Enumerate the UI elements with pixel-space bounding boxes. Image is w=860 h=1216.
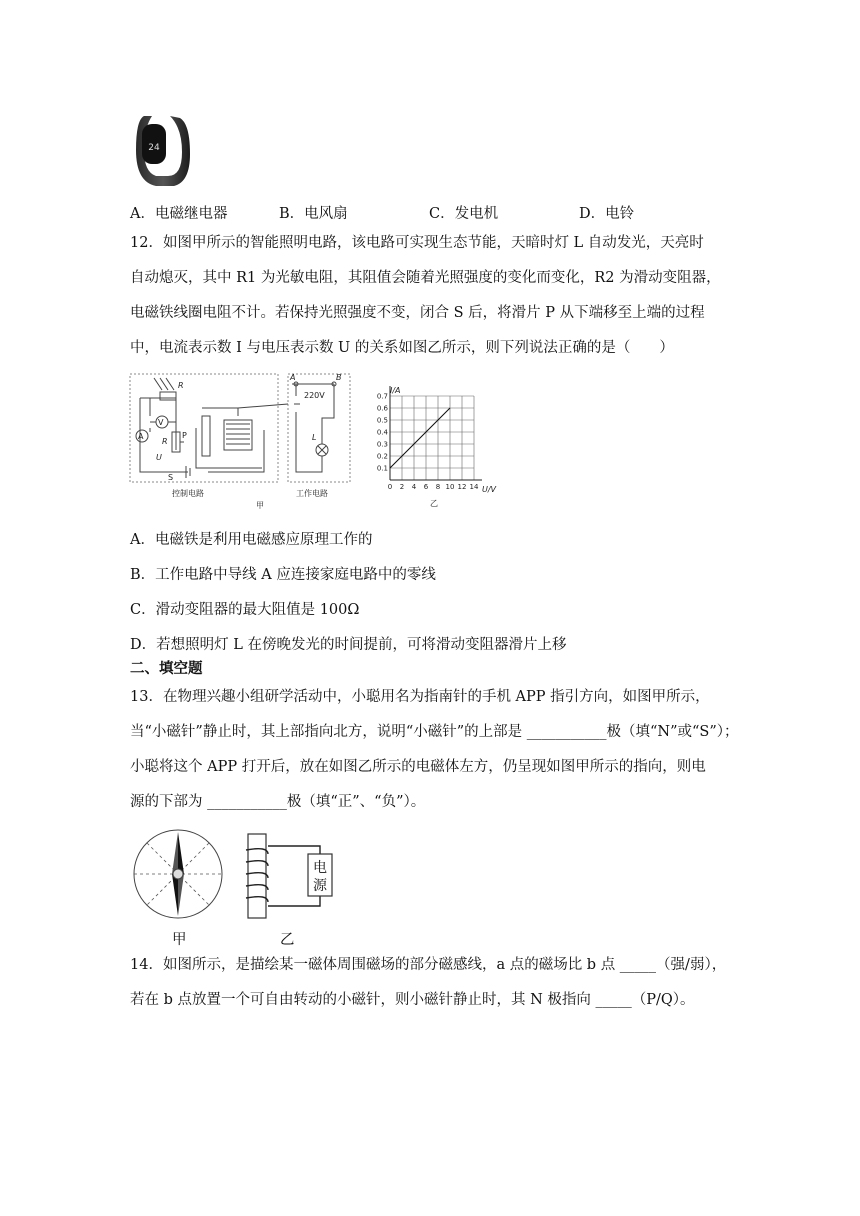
chart-series-line — [390, 408, 450, 468]
q11-option-b[interactable]: B．电风扇 — [279, 206, 348, 222]
voltmeter-label: V — [158, 418, 164, 427]
q12-iu-chart — [368, 380, 500, 512]
switch-s-label: S — [168, 473, 174, 482]
figure-yi-label: 乙 — [430, 499, 438, 508]
q13-figure-yi-label: 乙 — [280, 932, 295, 948]
lamp-l-label: L — [312, 433, 317, 442]
voltage-220-label: 220V — [304, 391, 325, 400]
q12-option-b[interactable]: B．工作电路中导线 A 应连接家庭电路中的零线 — [130, 567, 436, 583]
q12-question-line-1: 12．如图甲所示的智能照明电路，该电路可实现生态节能，天暗时灯 L 自动发光，天亮时 — [130, 235, 704, 251]
section-heading-fill-in: 二、填空题 — [130, 661, 203, 677]
chart-x-tick-label: 12 — [457, 483, 467, 491]
q12-question-line-3: 电磁铁线圈电阻不计。若保持光照强度不变，闭合 S 后，将滑片 P 从下端移至上端的过程 — [130, 305, 705, 321]
band-display-text: 24 — [148, 143, 160, 153]
fitness-band-image — [130, 110, 196, 190]
q11-option-c[interactable]: C．发电机 — [429, 206, 499, 222]
q13-figure-jia-label: 甲 — [172, 932, 187, 948]
wire-a-label: A — [290, 373, 296, 382]
figure-jia-label: 甲 — [256, 501, 264, 510]
chart-y-tick-label: 0.3 — [376, 440, 388, 449]
u0-label: U — [156, 453, 162, 462]
chart-x-tick-label: 0 — [387, 483, 393, 491]
chart-x-tick-label: 4 — [411, 483, 417, 491]
q11-option-a[interactable]: A．电磁继电器 — [130, 206, 228, 222]
chart-x-tick-label: 8 — [435, 483, 441, 491]
q13-question-line-4: 源的下部为 ___________极（填“正”、“负”）。 — [130, 794, 426, 810]
q12-option-a[interactable]: A．电磁铁是利用电磁感应原理工作的 — [130, 532, 373, 548]
control-circuit-label: 控制电路 — [172, 489, 204, 498]
power-source-label-bottom: 源 — [313, 878, 327, 894]
q13-compass-figure — [128, 828, 230, 920]
q12-question-line-2: 自动熄灭，其中 R1 为光敏电阻，其阻值会随着光照强度的变化而变化，R2 为滑动变阻器， — [130, 270, 721, 286]
q14-question-line-1: 14．如图所示，是描绘某一磁体周围磁场的部分磁感线，a 点的磁场比 b 点 _____（强/弱）， — [130, 957, 727, 973]
slider-p-label: P — [182, 431, 187, 440]
ammeter-label: A — [138, 432, 144, 441]
r1-label: R — [178, 381, 184, 390]
q12-circuit-diagram — [128, 372, 354, 512]
r2-label: R — [162, 437, 168, 446]
chart-y-tick-label: 0.1 — [376, 464, 388, 473]
chart-ylabel: I/A — [390, 386, 401, 395]
q12-question-line-4: 中，电流表示数 I 与电压表示数 U 的关系如图乙所示，则下列说法正确的是（ ） — [130, 340, 674, 356]
power-source-label-top: 电 — [313, 860, 327, 876]
q11-option-d[interactable]: D．电铃 — [579, 206, 635, 222]
chart-x-tick-label: 14 — [469, 483, 479, 491]
q13-question-line-2: 当“小磁针”静止时，其上部指向北方，说明“小磁针”的上部是 ___________极（填“N”或“S”）； — [130, 724, 739, 740]
chart-y-tick-label: 0.7 — [376, 392, 388, 401]
chart-x-tick-label: 10 — [445, 483, 455, 491]
work-circuit-label: 工作电路 — [296, 489, 328, 498]
q14-question-line-2: 若在 b 点放置一个可自由转动的小磁针，则小磁针静止时，其 N 极指向 _____（P/Q）。 — [130, 992, 695, 1008]
chart-y-tick-label: 0.5 — [376, 416, 388, 425]
wire-b-label: B — [336, 373, 342, 382]
chart-x-tick-label: 2 — [399, 483, 405, 491]
chart-y-tick-label: 0.6 — [376, 404, 388, 413]
q12-option-c[interactable]: C．滑动变阻器的最大阻值是 100Ω — [130, 602, 360, 618]
chart-y-tick-label: 0.2 — [376, 452, 388, 461]
q13-electromagnet-figure — [238, 830, 338, 922]
q12-option-d[interactable]: D．若想照明灯 L 在傍晚发光的时间提前，可将滑动变阻器滑片上移 — [130, 637, 567, 653]
q13-question-line-1: 13．在物理兴趣小组研学活动中，小聪用名为指南针的手机 APP 指引方向，如图甲所示， — [130, 689, 710, 705]
chart-y-tick-label: 0.4 — [376, 428, 388, 437]
chart-xlabel: U/V — [482, 485, 497, 494]
chart-x-tick-label: 6 — [423, 483, 429, 491]
q13-question-line-3: 小聪将这个 APP 打开后，放在如图乙所示的电磁体左方，仍呈现如图甲所示的指向，则电 — [130, 759, 706, 775]
